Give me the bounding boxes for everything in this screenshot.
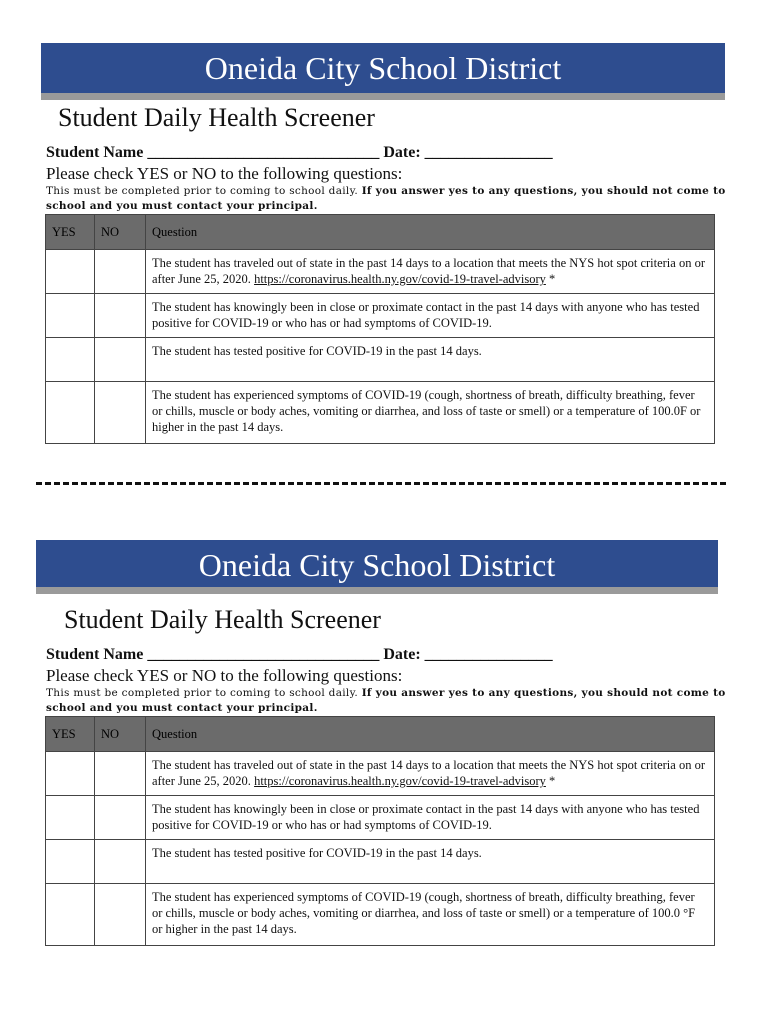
yes-checkbox[interactable] <box>46 840 95 884</box>
travel-advisory-link[interactable]: https://coronavirus.health.ny.gov/covid-19-travel-advisory <box>254 774 546 788</box>
form-title: Student Daily Health Screener <box>64 605 381 634</box>
instructions: Please check YES or NO to the following questions: <box>46 666 403 685</box>
yes-checkbox[interactable] <box>46 796 95 840</box>
question-table <box>45 214 715 444</box>
question-cell: The student has experienced symptoms of COVID-19 (cough, shortness of breath, difficulty breathing, fever or chills, muscle or body aches, vomiting or diarrhea, and loss of taste or smell) or a temperature of 100.0F or higher in the past 14 days. <box>146 382 715 444</box>
yes-checkbox[interactable] <box>46 884 95 946</box>
note-plain: This must be completed prior to coming to school daily. <box>46 185 362 197</box>
yes-checkbox[interactable] <box>46 294 95 338</box>
no-checkbox[interactable] <box>95 338 146 382</box>
no-checkbox[interactable] <box>95 840 146 884</box>
no-checkbox[interactable] <box>95 382 146 444</box>
cut-line <box>36 482 726 485</box>
table-header <box>46 215 715 250</box>
district-banner <box>36 540 718 594</box>
completion-note <box>46 184 726 214</box>
yes-checkbox[interactable] <box>46 250 95 294</box>
name-date-line: Student Name _____________________________ Date: ________________ <box>46 144 553 161</box>
note-bold: If you answer yes to any questions, you should not come to school and you must contact your principal. <box>46 687 726 714</box>
table-header <box>46 717 715 752</box>
question-table <box>45 716 715 946</box>
table-row <box>46 250 715 294</box>
district-title: Oneida City School District <box>204 50 562 86</box>
yes-header: YES <box>46 717 95 752</box>
table-row <box>46 338 715 382</box>
note-bold: If you answer yes to any questions, you should not come to school and you must contact your principal. <box>46 185 726 212</box>
question-header: Question <box>146 215 715 250</box>
question-cell: The student has knowingly been in close or proximate contact in the past 14 days with anyone who has tested positive for COVID-19 or who has or had symptoms of COVID-19. <box>146 796 715 840</box>
question-cell <box>146 752 715 796</box>
completion-note <box>46 686 726 716</box>
question-text: The student has traveled out of state in the past 14 days to a location that meets the NYS hot spot criteria on or after June 25, 2020. <box>152 758 705 788</box>
yes-checkbox[interactable] <box>46 382 95 444</box>
note-plain: This must be completed prior to coming to school daily. <box>46 687 362 699</box>
question-cell <box>146 250 715 294</box>
question-cell: The student has tested positive for COVID-19 in the past 14 days. <box>146 338 715 382</box>
form-title: Student Daily Health Screener <box>58 103 375 132</box>
instructions: Please check YES or NO to the following questions: <box>46 164 403 183</box>
table-row <box>46 382 715 444</box>
no-checkbox[interactable] <box>95 752 146 796</box>
question-text: The student has traveled out of state in the past 14 days to a location that meets the NYS hot spot criteria on or after June 25, 2020. <box>152 256 705 286</box>
no-checkbox[interactable] <box>95 250 146 294</box>
table-row <box>46 294 715 338</box>
yes-header: YES <box>46 215 95 250</box>
district-banner <box>41 43 725 100</box>
no-checkbox[interactable] <box>95 884 146 946</box>
question-suffix: * <box>545 272 556 286</box>
name-date-line: Student Name _____________________________ Date: ________________ <box>46 646 553 663</box>
district-title: Oneida City School District <box>198 547 556 583</box>
yes-checkbox[interactable] <box>46 752 95 796</box>
no-header: NO <box>95 717 146 752</box>
no-header: NO <box>95 215 146 250</box>
no-checkbox[interactable] <box>95 796 146 840</box>
table-row <box>46 796 715 840</box>
travel-advisory-link[interactable]: https://coronavirus.health.ny.gov/covid-19-travel-advisory <box>254 272 546 286</box>
no-checkbox[interactable] <box>95 294 146 338</box>
yes-checkbox[interactable] <box>46 338 95 382</box>
question-cell: The student has tested positive for COVID-19 in the past 14 days. <box>146 840 715 884</box>
question-cell: The student has knowingly been in close or proximate contact in the past 14 days with anyone who has tested positive for COVID-19 or who has or had symptoms of COVID-19. <box>146 294 715 338</box>
table-row <box>46 884 715 946</box>
question-cell: The student has experienced symptoms of COVID-19 (cough, shortness of breath, difficulty breathing, fever or chills, muscle or body aches, vomiting or diarrhea, and loss of taste or smell) or a temperature of 100.0 °F or higher in the past 14 days. <box>146 884 715 946</box>
table-row <box>46 752 715 796</box>
question-suffix: * <box>545 774 556 788</box>
question-header: Question <box>146 717 715 752</box>
table-row <box>46 840 715 884</box>
